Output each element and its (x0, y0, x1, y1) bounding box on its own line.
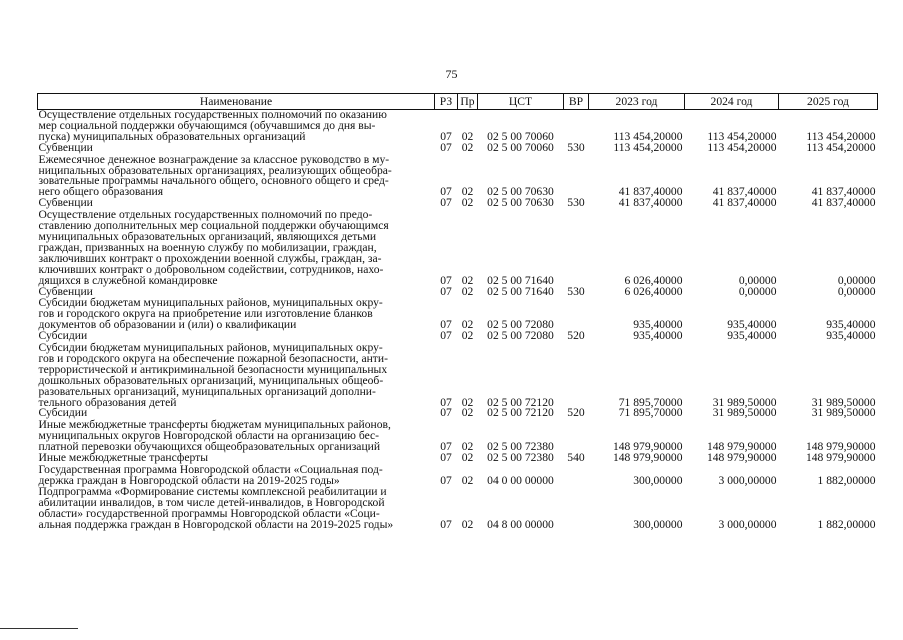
cell-pr: 02 (461, 395, 474, 409)
name-line: Субсидии (38, 406, 88, 420)
cell-vr: 530 (567, 196, 585, 210)
cell-2023: 6 026,40000 (624, 284, 683, 298)
cell-vr (564, 155, 589, 199)
header-cst: ЦСТ (478, 94, 564, 110)
cell-2025: 113 454,20000 (806, 140, 876, 154)
cell-2023: 300,00000 (633, 517, 683, 531)
name-line: дошкольных образовательных организаций, муниципальных общеоб- (38, 373, 384, 387)
cell-2023: 41 837,40000 (618, 185, 683, 199)
table-row (38, 155, 878, 199)
name-line: разовательных организаций, муниципальных организаций дополни- (38, 384, 376, 398)
cell-2024: 113 454,20000 (707, 129, 777, 143)
cell-name (38, 465, 435, 487)
cell-rz: 07 (440, 517, 452, 531)
name-line: заключивших контракт о прохождении военной службы, граждан, за- (38, 251, 382, 265)
cell-pr: 02 (461, 517, 474, 531)
cell-rz: 07 (440, 318, 452, 332)
cell-2024: 935,40000 (727, 318, 777, 332)
cell-rz: 07 (440, 284, 452, 298)
header-2023: 2023 год (589, 94, 685, 110)
name-line: Субсидии бюджетам муниципальных районов, муниципальных окру- (38, 296, 383, 310)
cell-2024: 148 979,90000 (706, 451, 777, 465)
cell-2025: 1 882,00000 (817, 473, 876, 487)
cell-cst: 02 5 00 72120 (487, 395, 554, 409)
name-line: Осуществление отдельных государственных полномочий по оказанию (38, 108, 387, 121)
cell-2024: 31 989,50000 (712, 406, 777, 420)
cell-2023: 41 837,40000 (618, 196, 683, 210)
cell-2024: 148 979,90000 (706, 440, 777, 454)
footnote-divider (0, 628, 78, 629)
cell-cst: 04 8 00 00000 (487, 517, 554, 531)
cell-pr: 02 (461, 129, 474, 143)
cell-2024: 0,00000 (738, 273, 777, 287)
cell-vr (564, 110, 589, 143)
cell-rz: 07 (440, 185, 452, 199)
cell-cst: 02 5 00 70630 (487, 185, 554, 199)
cell-2024: 41 837,40000 (712, 196, 777, 210)
cell-vr (564, 420, 589, 453)
cell-2023: 148 979,90000 (612, 451, 683, 465)
name-line: пуска) муниципальных образовательных организаций (38, 129, 306, 143)
cell-pr: 02 (461, 185, 474, 199)
table-body (38, 110, 878, 531)
name-line: документов об образовании и (или) о квалификации (38, 318, 297, 332)
name-line: Субсидии (38, 329, 88, 343)
cell-cst: 02 5 00 70060 (487, 140, 554, 154)
header-name: Наименование (38, 94, 435, 110)
budget-table (37, 93, 878, 530)
name-line: него общего образования (38, 185, 164, 199)
name-line: граждан, призванных на военную службу по мобилизации, граждан, (38, 240, 377, 254)
cell-name (38, 110, 435, 143)
name-line: муниципальных округов Новгородской области на организацию бес- (38, 429, 380, 443)
name-line: муниципальных образовательных организаций, являющихся детьми (38, 229, 377, 243)
cell-rz: 07 (440, 395, 452, 409)
cell-pr: 02 (461, 329, 474, 343)
cell-vr: 520 (567, 329, 585, 343)
name-line: Субвенции (38, 140, 93, 154)
cell-vr: 520 (567, 406, 585, 420)
cell-2025: 31 989,50000 (811, 395, 876, 409)
cell-pr: 02 (461, 473, 474, 487)
cell-cst: 02 5 00 70060 (487, 129, 554, 143)
cell-pr: 02 (461, 273, 474, 287)
header-2025: 2025 год (779, 94, 878, 110)
name-line: области» государственной программы Новгородской области «Соци- (38, 506, 380, 520)
cell-vr (564, 210, 589, 286)
cell-2023: 71 895,70000 (618, 395, 683, 409)
cell-2025: 113 454,20000 (806, 129, 876, 143)
cell-name (38, 343, 435, 408)
cell-cst: 02 5 00 72380 (487, 451, 554, 465)
cell-name (38, 210, 435, 286)
name-line: Субвенции (38, 196, 93, 210)
cell-2023: 113 454,20000 (613, 140, 683, 154)
cell-cst: 02 5 00 71640 (487, 284, 554, 298)
cell-name (38, 420, 435, 453)
header-vr: ВР (564, 94, 589, 110)
name-line: Ежемесячное денежное вознаграждение за классное руководство в му- (38, 152, 390, 166)
cell-pr: 02 (461, 318, 474, 332)
cell-2023: 935,40000 (633, 318, 683, 332)
cell-vr: 540 (567, 451, 585, 465)
cell-rz: 07 (440, 451, 452, 465)
cell-2025: 1 882,00000 (817, 517, 876, 531)
table-row (38, 487, 878, 531)
cell-2025: 148 979,90000 (805, 451, 876, 465)
cell-vr (564, 465, 589, 487)
cell-cst: 02 5 00 70630 (487, 196, 554, 210)
cell-vr (564, 487, 589, 531)
cell-pr: 02 (461, 406, 474, 420)
cell-2025: 41 837,40000 (811, 185, 876, 199)
name-line: ниципальных образовательных организациях, реализующих общеобра- (38, 163, 392, 177)
name-line: мер социальной поддержки обучающимся (обучавшимся до дня вы- (38, 118, 376, 132)
table-row (38, 110, 878, 143)
cell-2023: 300,00000 (633, 473, 683, 487)
cell-2023: 71 895,70000 (618, 406, 683, 420)
cell-2025: 31 989,50000 (811, 406, 876, 420)
cell-cst: 04 0 00 00000 (487, 473, 554, 487)
cell-2024: 41 837,40000 (712, 185, 777, 199)
name-line: Субсидии бюджетам муниципальных районов, муниципальных окру- (38, 341, 383, 355)
cell-2025: 0,00000 (837, 273, 876, 287)
cell-2025: 41 837,40000 (811, 196, 876, 210)
cell-2023: 935,40000 (633, 329, 683, 343)
cell-name (38, 298, 435, 331)
cell-2025: 935,40000 (826, 329, 876, 343)
cell-2024: 113 454,20000 (707, 140, 777, 154)
cell-pr: 02 (461, 196, 474, 210)
cell-rz: 07 (440, 140, 452, 154)
name-line: гов и городского округа на приобретение или изготовление бланков (38, 307, 373, 321)
name-line: платной перевозки обучающихся общеобразовательных организаций (38, 440, 381, 454)
cell-pr: 02 (461, 284, 474, 298)
name-line: Субвенции (38, 284, 93, 298)
header-pr: Пр (458, 94, 478, 110)
name-line: зовательные программы начального общего, основного общего и сред- (38, 174, 389, 188)
name-line: Осуществление отдельных государственных полномочий по предо- (38, 208, 373, 222)
cell-2025: 148 979,90000 (805, 440, 876, 454)
cell-vr (564, 298, 589, 331)
cell-rz: 07 (440, 440, 452, 454)
cell-2023: 6 026,40000 (624, 273, 683, 287)
name-line: дящихся в служебной командировке (38, 273, 218, 287)
cell-cst: 02 5 00 72120 (487, 406, 554, 420)
cell-cst: 02 5 00 71640 (487, 273, 554, 287)
name-line: Подпрограмма «Формирование системы комплексной реабилитации и (38, 484, 387, 498)
cell-cst: 02 5 00 72080 (487, 318, 554, 332)
table-row (38, 210, 878, 286)
cell-rz: 07 (440, 406, 452, 420)
cell-rz: 07 (440, 473, 452, 487)
name-line: гов и городского округа на обеспечение пожарной безопасности, анти- (38, 351, 388, 365)
cell-2023: 113 454,20000 (613, 129, 683, 143)
name-line: ставлению дополнительных мер социальной поддержки обучающимся (38, 219, 389, 233)
name-line: Иные межбюджетные трансферты бюджетам муниципальных районов, (38, 418, 391, 432)
name-line: Государственная программа Новгородской области «Социальная под- (38, 463, 383, 476)
cell-pr: 02 (461, 451, 474, 465)
cell-cst: 02 5 00 72080 (487, 329, 554, 343)
cell-vr: 530 (567, 140, 585, 154)
cell-rz: 07 (440, 273, 452, 287)
cell-vr: 530 (567, 284, 585, 298)
name-line: абилитации инвалидов, в том числе детей-инвалидов, в Новгородской (38, 495, 385, 509)
cell-rz: 07 (440, 129, 452, 143)
cell-vr (564, 343, 589, 408)
cell-name (38, 484, 435, 531)
cell-pr: 02 (461, 440, 474, 454)
header-rz: РЗ (435, 94, 458, 110)
cell-cst: 02 5 00 72380 (487, 440, 554, 454)
table-row (38, 298, 878, 331)
name-line: тельного образования детей (38, 395, 177, 409)
cell-name (38, 152, 435, 199)
cell-rz: 07 (440, 196, 452, 210)
cell-2024: 31 989,50000 (712, 395, 777, 409)
name-line: держка граждан в Новгородской области на 2019-2025 годы» (38, 473, 340, 487)
cell-2025: 0,00000 (837, 284, 876, 298)
cell-pr: 02 (461, 140, 474, 154)
name-line: альная поддержка граждан в Новгородской области на 2019-2025 годы» (38, 517, 394, 531)
table-row (38, 343, 878, 408)
cell-2024: 3 000,00000 (718, 473, 777, 487)
name-line: террористической и антикриминальной безопасности муниципальных (38, 362, 388, 376)
cell-2024: 935,40000 (727, 329, 777, 343)
name-line: Иные межбюджетные трансферты (38, 451, 209, 465)
cell-2025: 935,40000 (826, 318, 876, 332)
cell-2024: 3 000,00000 (718, 517, 777, 531)
cell-rz: 07 (440, 329, 452, 343)
cell-2024: 0,00000 (738, 284, 777, 298)
page-number: 75 (445, 67, 458, 81)
table-row (38, 465, 878, 487)
name-line: ключивших контракт о добровольном содействии, сотрудников, нахо- (38, 262, 384, 276)
table-row (38, 420, 878, 453)
header-2024: 2024 год (685, 94, 779, 110)
cell-2023: 148 979,90000 (612, 440, 683, 454)
